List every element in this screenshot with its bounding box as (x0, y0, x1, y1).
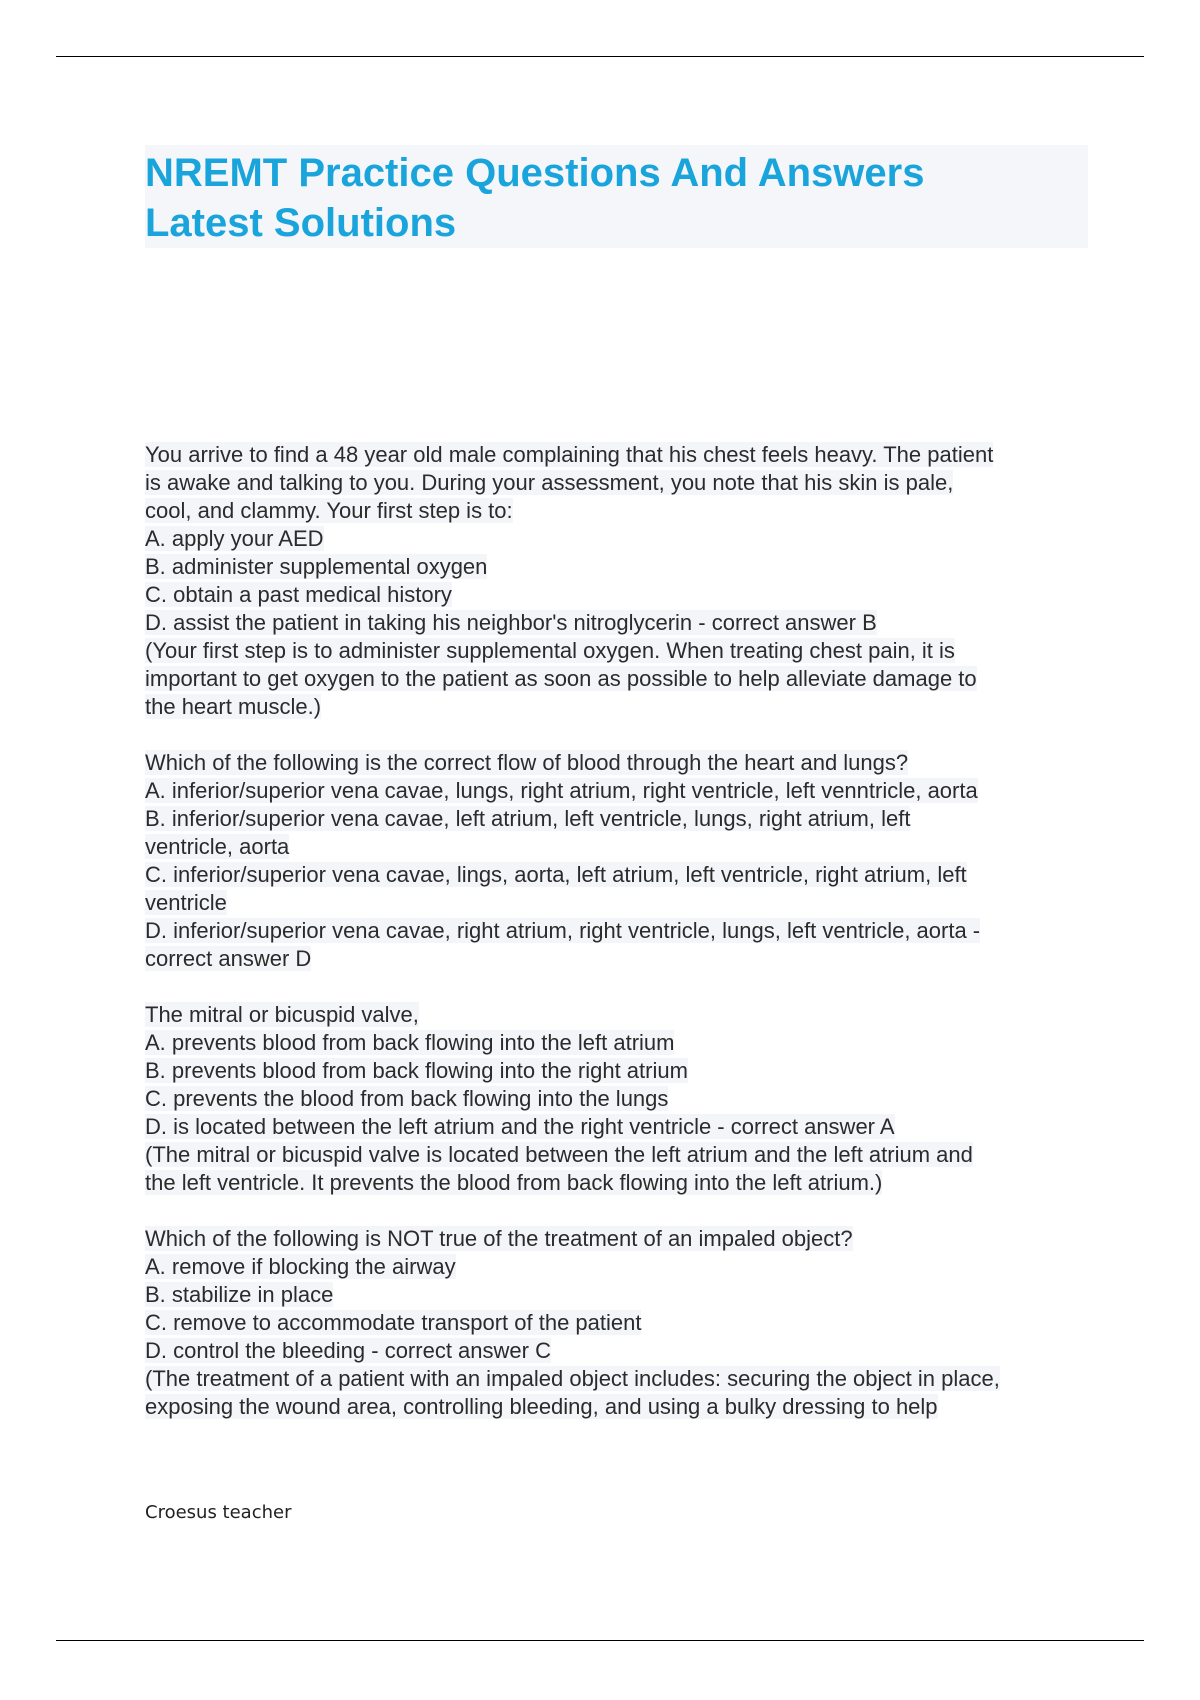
question-1-line: You arrive to find a 48 year old male complaining that his chest feels heavy. The patient (145, 442, 994, 467)
question-2-option-c: ventricle (145, 890, 227, 915)
question-2-line: Which of the following is the correct flow of blood through the heart and lungs? (145, 750, 909, 775)
bottom-divider (56, 1640, 1144, 1641)
question-1-explanation: important to get oxygen to the patient as soon as possible to help alleviate damage to (145, 666, 977, 691)
question-block-1 (145, 441, 1095, 721)
question-1-line: is awake and talking to you. During your assessment, you note that his skin is pale, (145, 470, 954, 495)
question-3-option-d-answer: D. is located between the left atrium and the right ventricle - correct answer A (145, 1114, 895, 1139)
top-divider (56, 56, 1144, 57)
question-2-option-a: A. inferior/superior vena cavae, lungs, right atrium, right ventricle, left venntricle, aorta (145, 778, 978, 803)
question-1-option-b: B. administer supplemental oxygen (145, 554, 488, 579)
question-4-option-c: C. remove to accommodate transport of the patient (145, 1310, 642, 1335)
question-2-option-c: C. inferior/superior vena cavae, lings, aorta, left atrium, left ventricle, right atrium, left (145, 862, 967, 887)
question-3-option-a: A. prevents blood from back flowing into the left atrium (145, 1030, 675, 1055)
question-2-option-b: ventricle, aorta (145, 834, 290, 859)
question-3-explanation: the left ventricle. It prevents the blood from back flowing into the left atrium.) (145, 1170, 883, 1195)
footer-author: Croesus teacher (145, 1502, 292, 1523)
question-3-option-c: C. prevents the blood from back flowing into the lungs (145, 1086, 669, 1111)
question-4-explanation: exposing the wound area, controlling bleeding, and using a bulky dressing to help (145, 1394, 938, 1419)
question-2-answer: correct answer D (145, 946, 312, 971)
question-1-option-c: C. obtain a past medical history (145, 582, 452, 607)
question-block-2 (145, 749, 1095, 973)
document-title-line-1: NREMT Practice Questions And Answers (145, 151, 925, 195)
question-3-explanation: (The mitral or bicuspid valve is located between the left atrium and the left atrium and (145, 1142, 973, 1167)
question-4-explanation: (The treatment of a patient with an impaled object includes: securing the object in place, (145, 1366, 1000, 1391)
question-block-4 (145, 1225, 1095, 1421)
question-3-line: The mitral or bicuspid valve, (145, 1002, 419, 1027)
question-2-option-b: B. inferior/superior vena cavae, left atrium, left ventricle, lungs, right atrium, left (145, 806, 911, 831)
question-4-option-a: A. remove if blocking the airway (145, 1254, 456, 1279)
document-title-line-2: Latest Solutions (145, 201, 457, 245)
question-4-option-d-answer: D. control the bleeding - correct answer C (145, 1338, 551, 1363)
question-2-option-d: D. inferior/superior vena cavae, right atrium, right ventricle, lungs, left ventricle, aorta - (145, 918, 981, 943)
question-1-option-a: A. apply your AED (145, 526, 324, 551)
questions-content (145, 441, 1095, 1449)
question-block-3 (145, 1001, 1095, 1197)
question-4-option-b: B. stabilize in place (145, 1282, 334, 1307)
question-1-explanation: the heart muscle.) (145, 694, 322, 719)
question-4-line: Which of the following is NOT true of the treatment of an impaled object? (145, 1226, 853, 1251)
question-1-line: cool, and clammy. Your first step is to: (145, 498, 513, 523)
question-1-option-d-answer: D. assist the patient in taking his neighbor's nitroglycerin - correct answer B (145, 610, 877, 635)
question-1-explanation: (Your first step is to administer supplemental oxygen. When treating chest pain, it is (145, 638, 955, 663)
question-3-option-b: B. prevents blood from back flowing into the right atrium (145, 1058, 688, 1083)
